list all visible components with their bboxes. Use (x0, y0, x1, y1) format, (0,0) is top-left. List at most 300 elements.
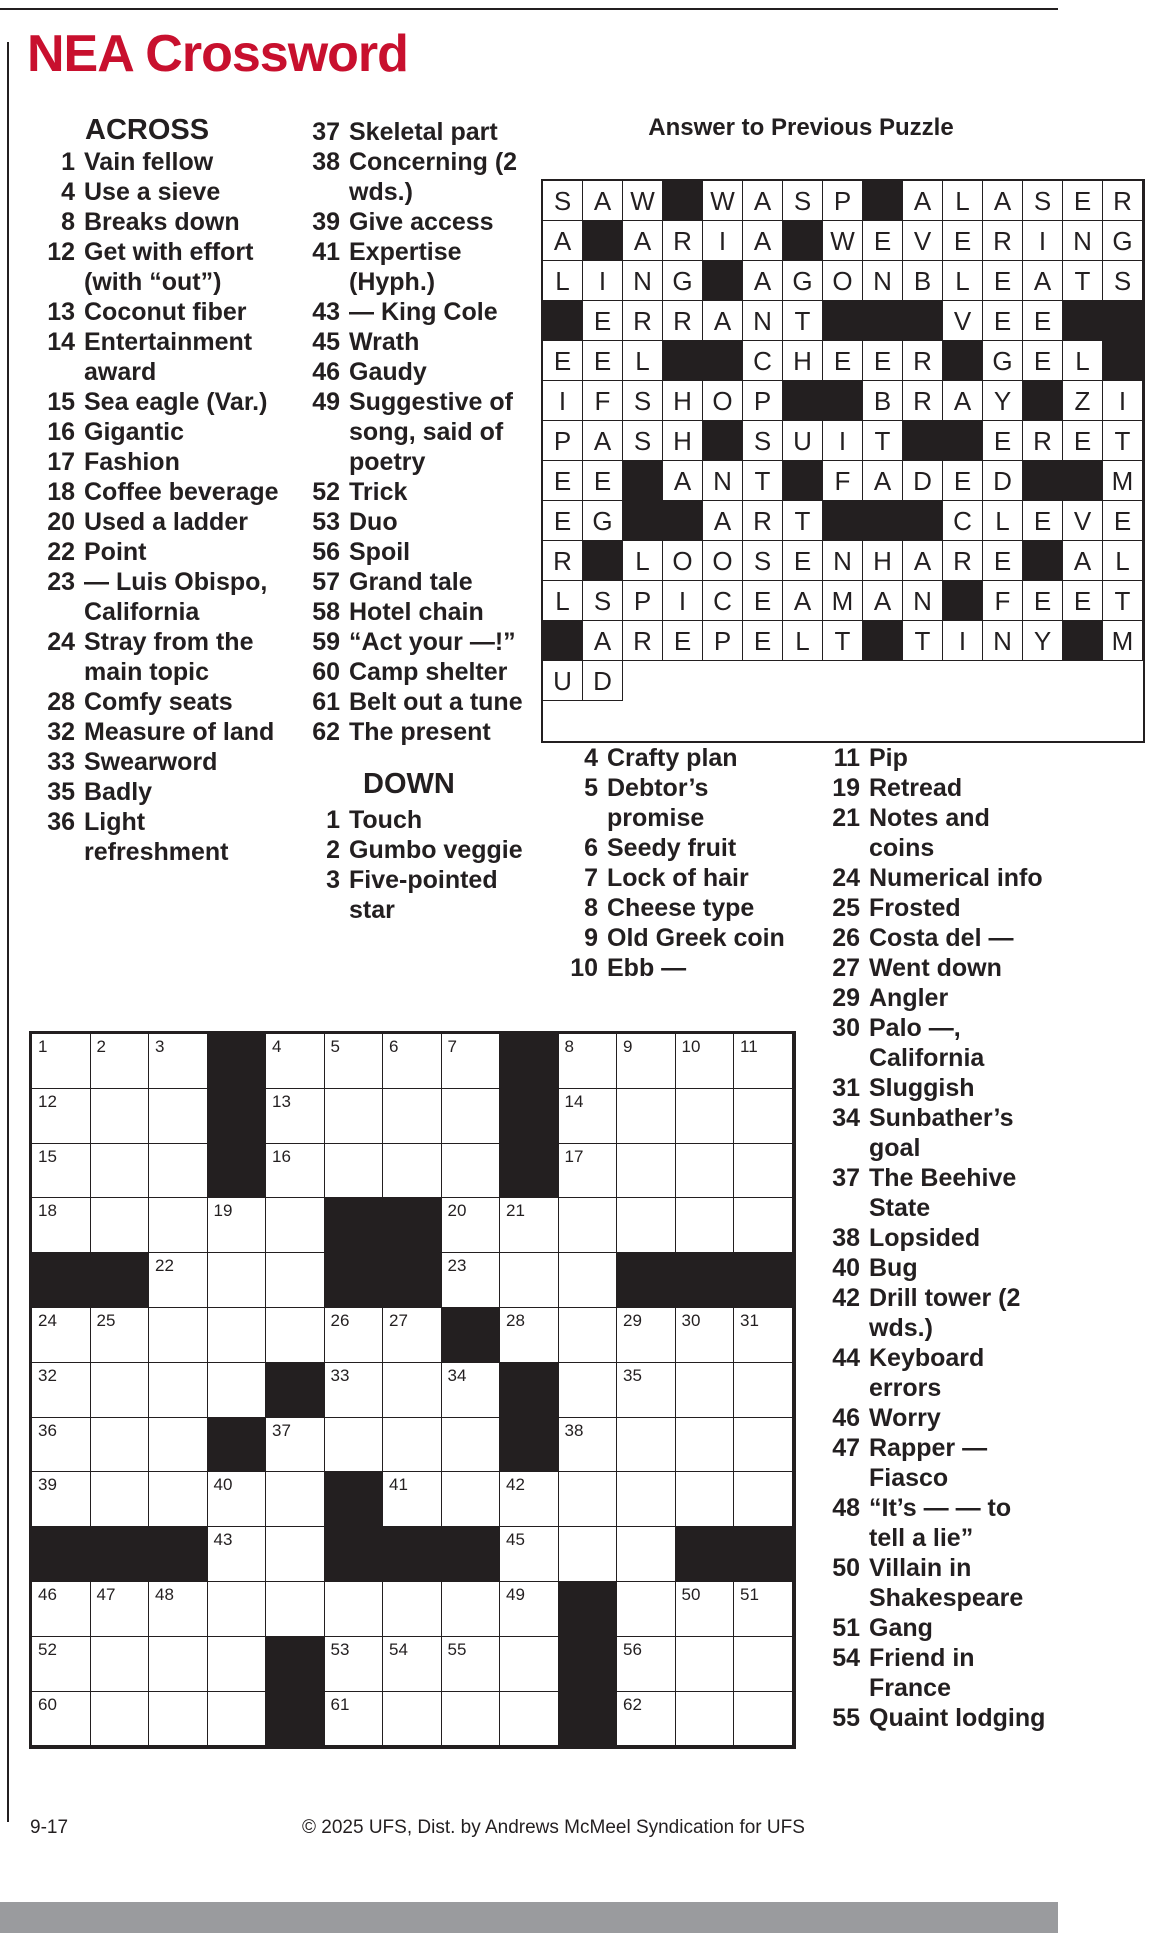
grid-cell[interactable] (91, 1692, 150, 1747)
grid-cell[interactable] (325, 1582, 384, 1637)
grid-cell[interactable] (208, 1582, 267, 1637)
grid-cell[interactable] (734, 1034, 793, 1089)
clue-text: Grand tale (349, 568, 473, 596)
answer-letter: L (783, 621, 823, 661)
grid-cell[interactable] (266, 1582, 325, 1637)
cell-number: 17 (564, 1146, 584, 1166)
answer-letter: A (943, 381, 983, 421)
answer-letter: L (943, 181, 983, 221)
grid-cell[interactable] (383, 1308, 442, 1363)
grid-cell[interactable] (32, 1144, 91, 1199)
grid-cell[interactable] (383, 1637, 442, 1692)
grid-cell[interactable] (559, 1472, 618, 1527)
black-square (676, 1253, 735, 1308)
answer-letter: L (543, 581, 583, 621)
clue-number: 12 (47, 238, 75, 266)
answer-letter: I (1023, 221, 1063, 261)
grid-cell[interactable] (32, 1418, 91, 1473)
grid-cell[interactable] (383, 1034, 442, 1089)
grid-cell[interactable] (32, 1363, 91, 1418)
grid-cell[interactable] (500, 1253, 559, 1308)
grid-cell[interactable] (442, 1089, 501, 1144)
black-square (500, 1034, 559, 1089)
grid-cell[interactable] (617, 1144, 676, 1199)
clue-text: Swearword (84, 748, 218, 776)
grid-cell[interactable] (559, 1308, 618, 1363)
grid-cell[interactable] (91, 1034, 150, 1089)
answer-black-square (623, 501, 663, 541)
cell-number: 6 (389, 1037, 399, 1056)
grid-cell[interactable] (149, 1253, 208, 1308)
grid-cell[interactable] (32, 1198, 91, 1253)
cell-number: 35 (623, 1365, 642, 1385)
cell-number: 31 (740, 1310, 759, 1330)
answer-black-square (663, 341, 703, 381)
grid-cell[interactable] (734, 1198, 793, 1253)
grid-cell[interactable] (500, 1472, 559, 1527)
clue-item (818, 1283, 1050, 1343)
clue-text: “Act your —!” (349, 628, 516, 656)
grid-cell[interactable] (617, 1527, 676, 1582)
grid-cell[interactable] (208, 1363, 267, 1418)
grid-cell[interactable] (617, 1034, 676, 1089)
answer-letter: N (623, 261, 663, 301)
answer-letter: F (823, 461, 863, 501)
grid-cell[interactable] (325, 1418, 384, 1473)
clue-text: — Luis Obispo, California (84, 568, 268, 626)
grid-cell[interactable] (149, 1418, 208, 1473)
grid-cell[interactable] (442, 1582, 501, 1637)
grid-cell[interactable] (734, 1363, 793, 1418)
answer-letter: S (783, 181, 823, 221)
grid-cell[interactable] (500, 1527, 559, 1582)
clue-text: Light refreshment (84, 808, 229, 866)
clue-item (33, 147, 288, 177)
grid-cell[interactable] (149, 1582, 208, 1637)
grid-cell[interactable] (208, 1198, 267, 1253)
clue-number: 30 (832, 1014, 860, 1042)
across-clues-column-1 (33, 113, 288, 867)
grid-cell[interactable] (442, 1418, 501, 1473)
grid-cell[interactable] (676, 1692, 735, 1747)
black-square (734, 1253, 793, 1308)
grid-cell[interactable] (617, 1308, 676, 1363)
grid-cell[interactable] (559, 1034, 618, 1089)
answer-letter: O (703, 381, 743, 421)
black-square (383, 1253, 442, 1308)
cell-number: 46 (38, 1584, 57, 1604)
grid-cell[interactable] (383, 1582, 442, 1637)
answer-letter: T (783, 501, 823, 541)
answer-black-square (1103, 301, 1143, 341)
answer-letter: E (543, 341, 583, 381)
answer-letter: R (903, 381, 943, 421)
grid-cell[interactable] (149, 1089, 208, 1144)
cell-number: 54 (389, 1639, 408, 1659)
grid-cell[interactable] (676, 1144, 735, 1199)
clue-number: 55 (832, 1704, 860, 1732)
clue-number: 37 (832, 1164, 860, 1192)
cell-number: 19 (213, 1201, 233, 1221)
grid-cell[interactable] (149, 1472, 208, 1527)
grid-cell[interactable] (149, 1198, 208, 1253)
black-square (208, 1034, 267, 1089)
grid-cell[interactable] (91, 1637, 150, 1692)
grid-cell[interactable] (559, 1198, 618, 1253)
grid-cell[interactable] (442, 1034, 501, 1089)
grid-cell[interactable] (266, 1253, 325, 1308)
grid-cell[interactable] (208, 1472, 267, 1527)
grid-cell[interactable] (676, 1308, 735, 1363)
answer-letter: N (983, 621, 1023, 661)
down-clues-column-3 (556, 743, 788, 983)
clue-text: Hotel chain (349, 598, 484, 626)
clue-text: Sluggish (869, 1074, 975, 1102)
clue-number: 35 (47, 778, 75, 806)
clue-number: 45 (312, 328, 340, 356)
grid-cell[interactable] (676, 1034, 735, 1089)
grid-cell[interactable] (32, 1034, 91, 1089)
grid-cell[interactable] (734, 1308, 793, 1363)
clue-item (33, 807, 288, 867)
answer-letter: L (543, 261, 583, 301)
grid-cell[interactable] (559, 1253, 618, 1308)
grid-cell[interactable] (383, 1144, 442, 1199)
clue-item (33, 327, 288, 387)
grid-cell[interactable] (734, 1418, 793, 1473)
answer-letter: A (743, 261, 783, 301)
cell-number: 16 (272, 1146, 291, 1166)
clue-text: Give access (349, 208, 494, 236)
answer-letter: B (903, 261, 943, 301)
grid-cell[interactable] (383, 1472, 442, 1527)
clue-item (298, 357, 530, 387)
grid-cell[interactable] (32, 1308, 91, 1363)
grid-cell[interactable] (149, 1637, 208, 1692)
clue-number: 19 (832, 774, 860, 802)
clue-text: Trick (349, 478, 408, 506)
cell-number: 49 (506, 1584, 525, 1604)
answer-letter: T (1103, 581, 1143, 621)
black-square (91, 1253, 150, 1308)
clue-number: 52 (312, 478, 340, 506)
answer-letter: Y (1023, 621, 1063, 661)
cell-number: 24 (38, 1310, 57, 1330)
grid-cell[interactable] (383, 1089, 442, 1144)
cell-number: 45 (506, 1530, 525, 1550)
answer-letter: F (583, 381, 623, 421)
grid-cell[interactable] (734, 1637, 793, 1692)
grid-cell[interactable] (734, 1089, 793, 1144)
answer-letter: A (583, 621, 623, 661)
grid-cell[interactable] (500, 1198, 559, 1253)
grid-cell[interactable] (500, 1692, 559, 1747)
grid-cell[interactable] (32, 1637, 91, 1692)
grid-cell[interactable] (383, 1363, 442, 1418)
clue-item (556, 773, 788, 833)
grid-cell[interactable] (617, 1089, 676, 1144)
cell-number: 4 (272, 1037, 282, 1056)
grid-cell[interactable] (32, 1089, 91, 1144)
answer-black-square (863, 301, 903, 341)
grid-cell[interactable] (266, 1472, 325, 1527)
grid-cell[interactable] (734, 1692, 793, 1747)
answer-letter: A (783, 581, 823, 621)
black-square (500, 1144, 559, 1199)
grid-cell[interactable] (442, 1198, 501, 1253)
grid-cell[interactable] (676, 1363, 735, 1418)
clue-item (298, 627, 530, 657)
answer-letter: A (743, 181, 783, 221)
grid-cell[interactable] (149, 1692, 208, 1747)
grid-cell[interactable] (442, 1692, 501, 1747)
clue-item (298, 297, 530, 327)
answer-letter: A (663, 461, 703, 501)
answer-black-square (783, 221, 823, 261)
clue-text: Palo —, California (869, 1014, 985, 1072)
grid-cell[interactable] (91, 1089, 150, 1144)
grid-cell[interactable] (442, 1144, 501, 1199)
answer-black-square (703, 341, 743, 381)
clue-item (818, 1223, 1050, 1253)
grid-cell[interactable] (442, 1363, 501, 1418)
grid-cell[interactable] (91, 1144, 150, 1199)
clue-item (556, 953, 788, 983)
grid-cell[interactable] (500, 1582, 559, 1637)
grid-cell[interactable] (617, 1418, 676, 1473)
grid-cell[interactable] (500, 1637, 559, 1692)
grid-cell[interactable] (442, 1253, 501, 1308)
grid-cell[interactable] (32, 1472, 91, 1527)
black-square (325, 1472, 384, 1527)
clue-text: Breaks down (84, 208, 240, 236)
grid-cell[interactable] (383, 1418, 442, 1473)
grid-cell[interactable] (266, 1034, 325, 1089)
clue-text: Point (84, 538, 147, 566)
grid-cell[interactable] (325, 1637, 384, 1692)
grid-cell[interactable] (617, 1637, 676, 1692)
clue-text: Five-pointed star (349, 866, 498, 924)
grid-cell[interactable] (617, 1582, 676, 1637)
answer-letter: G (1103, 221, 1143, 261)
grid-cell[interactable] (325, 1308, 384, 1363)
grid-cell[interactable] (208, 1527, 267, 1582)
clue-text: Lopsided (869, 1224, 981, 1252)
grid-cell[interactable] (325, 1692, 384, 1747)
clue-text: Went down (869, 954, 1002, 982)
clue-text: Entertainment award (84, 328, 253, 386)
grid-cell[interactable] (149, 1144, 208, 1199)
clue-item (33, 507, 288, 537)
grid-cell[interactable] (266, 1308, 325, 1363)
answer-black-square (703, 261, 743, 301)
cell-number: 53 (330, 1639, 350, 1659)
clue-item (33, 297, 288, 327)
answer-letter: E (983, 301, 1023, 341)
grid-cell[interactable] (91, 1308, 150, 1363)
clue-item (33, 177, 288, 207)
clue-text: Gaudy (349, 358, 427, 386)
grid-cell[interactable] (325, 1089, 384, 1144)
clue-item (298, 117, 530, 147)
cell-number: 7 (447, 1037, 457, 1056)
clue-item (298, 657, 530, 687)
grid-cell[interactable] (734, 1582, 793, 1637)
grid-cell[interactable] (442, 1472, 501, 1527)
answer-letter: R (743, 501, 783, 541)
grid-cell[interactable] (91, 1198, 150, 1253)
grid-cell[interactable] (559, 1527, 618, 1582)
grid-cell[interactable] (149, 1363, 208, 1418)
answer-letter: E (863, 221, 903, 261)
answer-letter: E (583, 341, 623, 381)
grid-cell[interactable] (208, 1692, 267, 1747)
grid-cell[interactable] (617, 1472, 676, 1527)
grid-cell[interactable] (91, 1418, 150, 1473)
answer-letter: R (1023, 421, 1063, 461)
answer-letter: H (783, 341, 823, 381)
cell-number: 22 (155, 1256, 174, 1276)
cell-number: 48 (155, 1584, 174, 1604)
answer-black-square (903, 421, 943, 461)
grid-cell[interactable] (500, 1308, 559, 1363)
clue-number: 40 (832, 1254, 860, 1282)
cell-number: 2 (96, 1037, 106, 1056)
grid-cell[interactable] (559, 1089, 618, 1144)
clue-number: 27 (832, 954, 860, 982)
grid-cell[interactable] (617, 1363, 676, 1418)
cell-number: 29 (623, 1310, 642, 1330)
clue-text: Get with effort (with “out”) (84, 238, 254, 296)
answer-black-square (863, 181, 903, 221)
answer-letter: A (623, 221, 663, 261)
clue-text: Bug (869, 1254, 918, 1282)
grid-cell[interactable] (383, 1692, 442, 1747)
clue-item (298, 237, 530, 297)
answer-letter: S (623, 421, 663, 461)
grid-cell[interactable] (559, 1418, 618, 1473)
answer-letter: I (543, 381, 583, 421)
grid-cell[interactable] (559, 1363, 618, 1418)
grid-cell[interactable] (91, 1582, 150, 1637)
grid-cell[interactable] (266, 1089, 325, 1144)
clue-number: 47 (832, 1434, 860, 1462)
clue-text: Expertise (Hyph.) (349, 238, 462, 296)
clue-item (818, 923, 1050, 953)
clue-text: Lock of hair (607, 864, 749, 892)
grid-cell[interactable] (266, 1527, 325, 1582)
grid-cell[interactable] (442, 1637, 501, 1692)
grid-cell[interactable] (91, 1363, 150, 1418)
grid-cell[interactable] (676, 1582, 735, 1637)
cell-number: 32 (38, 1365, 57, 1385)
answer-letter: E (1063, 181, 1103, 221)
grid-cell[interactable] (676, 1472, 735, 1527)
grid-cell[interactable] (676, 1198, 735, 1253)
grid-cell[interactable] (208, 1253, 267, 1308)
grid-cell[interactable] (32, 1582, 91, 1637)
grid-cell[interactable] (325, 1144, 384, 1199)
grid-cell[interactable] (325, 1363, 384, 1418)
answer-letter: E (983, 541, 1023, 581)
answer-letter: O (703, 541, 743, 581)
clue-number: 9 (584, 924, 598, 952)
answer-letter: L (1103, 541, 1143, 581)
clue-number: 6 (584, 834, 598, 862)
grid-cell[interactable] (325, 1034, 384, 1089)
answer-black-square (823, 381, 863, 421)
grid-cell[interactable] (676, 1089, 735, 1144)
clue-number: 53 (312, 508, 340, 536)
grid-cell[interactable] (266, 1198, 325, 1253)
clue-number: 44 (832, 1344, 860, 1372)
clue-number: 1 (61, 148, 75, 176)
answer-letter: N (823, 541, 863, 581)
clue-text: Quaint lodging (869, 1704, 1046, 1732)
answer-letter: S (1103, 261, 1143, 301)
cell-number: 27 (389, 1310, 408, 1330)
answer-black-square (943, 581, 983, 621)
top-rule (0, 8, 1058, 10)
clue-number: 37 (312, 118, 340, 146)
clue-item (298, 567, 530, 597)
clue-number: 57 (312, 568, 340, 596)
clue-number: 5 (584, 774, 598, 802)
grid-cell[interactable] (734, 1144, 793, 1199)
clue-number: 8 (584, 894, 598, 922)
answer-letter: R (943, 541, 983, 581)
grid-cell[interactable] (676, 1637, 735, 1692)
grid-cell[interactable] (32, 1692, 91, 1747)
answer-letter: E (1063, 581, 1103, 621)
grid-cell[interactable] (149, 1034, 208, 1089)
clue-number: 18 (47, 478, 75, 506)
grid-cell[interactable] (559, 1144, 618, 1199)
answer-letter: U (783, 421, 823, 461)
grid-cell[interactable] (266, 1418, 325, 1473)
clue-text: Sea eagle (Var.) (84, 388, 268, 416)
grid-cell[interactable] (617, 1198, 676, 1253)
clue-text: Belt out a tune (349, 688, 523, 716)
answer-letter: E (1023, 341, 1063, 381)
grid-cell[interactable] (208, 1308, 267, 1363)
black-square (149, 1527, 208, 1582)
answer-letter: L (623, 541, 663, 581)
clue-text: Retread (869, 774, 963, 802)
answer-letter: E (983, 421, 1023, 461)
grid-cell[interactable] (676, 1418, 735, 1473)
answer-black-square (1103, 341, 1143, 381)
clue-number: 29 (832, 984, 860, 1012)
grid-cell[interactable] (208, 1637, 267, 1692)
cell-number: 33 (330, 1365, 350, 1385)
cell-number: 23 (447, 1256, 467, 1276)
clue-text: Gumbo veggie (349, 836, 523, 864)
grid-cell[interactable] (617, 1692, 676, 1747)
clue-item (298, 477, 530, 507)
grid-cell[interactable] (734, 1472, 793, 1527)
clue-item (298, 387, 530, 477)
clue-text: Coconut fiber (84, 298, 247, 326)
grid-cell[interactable] (91, 1472, 150, 1527)
answer-letter: S (583, 581, 623, 621)
clue-item (818, 773, 1050, 803)
grid-cell[interactable] (266, 1144, 325, 1199)
answer-black-square (1063, 621, 1103, 661)
clue-number: 24 (832, 864, 860, 892)
grid-cell[interactable] (149, 1308, 208, 1363)
clue-text: Old Greek coin (607, 924, 785, 952)
